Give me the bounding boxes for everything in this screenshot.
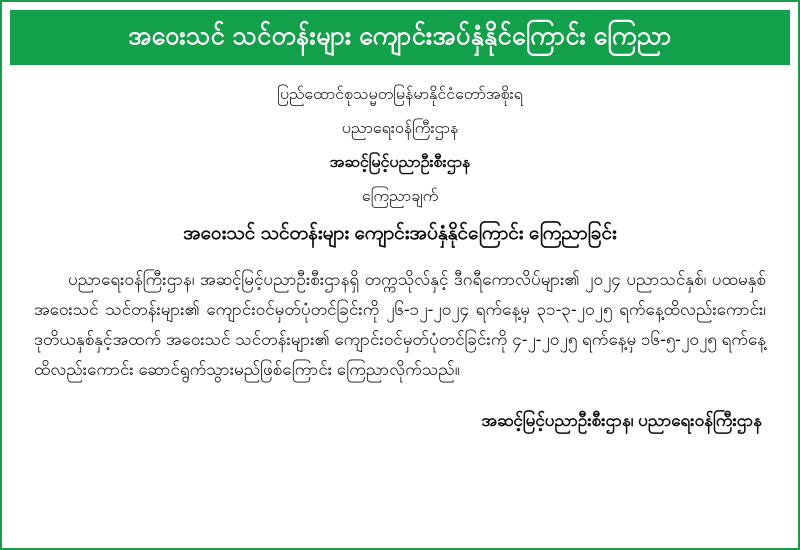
document-paragraph: ပညာရေးဝန်ကြီးဌာန၊ အဆင့်မြင့်ပညာဦးစီးဌာနရှိ တက္ကသိုလ်နှင့် ဒီဂရီကောလိပ်များ၏ ၂၀၂၄ ပညာသင်နှစ်၊ ပထမနှစ် အဝေးသင် သင်တန်းများ၏ ကျောင်းဝင်မှတ်ပုံတင်ခြင်းကို ၂၆-၁၂-၂၀၂၄ ရက်နေ့မှ ၃၁-၃-၂၀၂၅ ရက်နေ့ထိလည်းကောင်း၊ ဒုတိယနှစ်နှင့်အထက် အဝေးသင် သင်တန်းများ၏ ကျောင်းဝင်မှတ်ပုံတင်ခြင်းကို ၄-၂-၂၀၂၅ ရက်နေ့မှ ၁၆-၅-၂၀၂၅ ရက်နေ့ထိလည်းကောင်း ဆောင်ရွက်သွားမည်ဖြစ်ကြောင်း ကြေညာလိုက်သည်။ xyxy=(34,270,766,379)
ministry-country-line: ပြည်ထောင်စုသမ္မတမြန်မာနိုင်ငံတော်အစိုးရ xyxy=(277,86,523,104)
document-body xyxy=(10,65,790,445)
document-title: အဝေးသင် သင်တန်းများ ကျောင်းအပ်နှံနိုင်ကြောင်း ကြေညာခြင်း xyxy=(183,223,617,245)
department-name-line: အဆင့်မြင့်ပညာဦးစီးဌာန xyxy=(329,154,471,172)
banner-title: အဝေးသင် သင်တန်းများ ကျောင်းအပ်နှံနိုင်ကြောင်း ကြေညာ xyxy=(10,10,790,65)
ministry-name-line: ပညာရေးဝန်ကြီးဌာန xyxy=(341,120,459,138)
document-signature: အဆင့်မြင့်ပညာဦးစီးဌာန၊ ပညာရေးဝန်ကြီးဌာန xyxy=(481,411,762,431)
announcement-label: ကြေညာချက် xyxy=(361,188,439,206)
